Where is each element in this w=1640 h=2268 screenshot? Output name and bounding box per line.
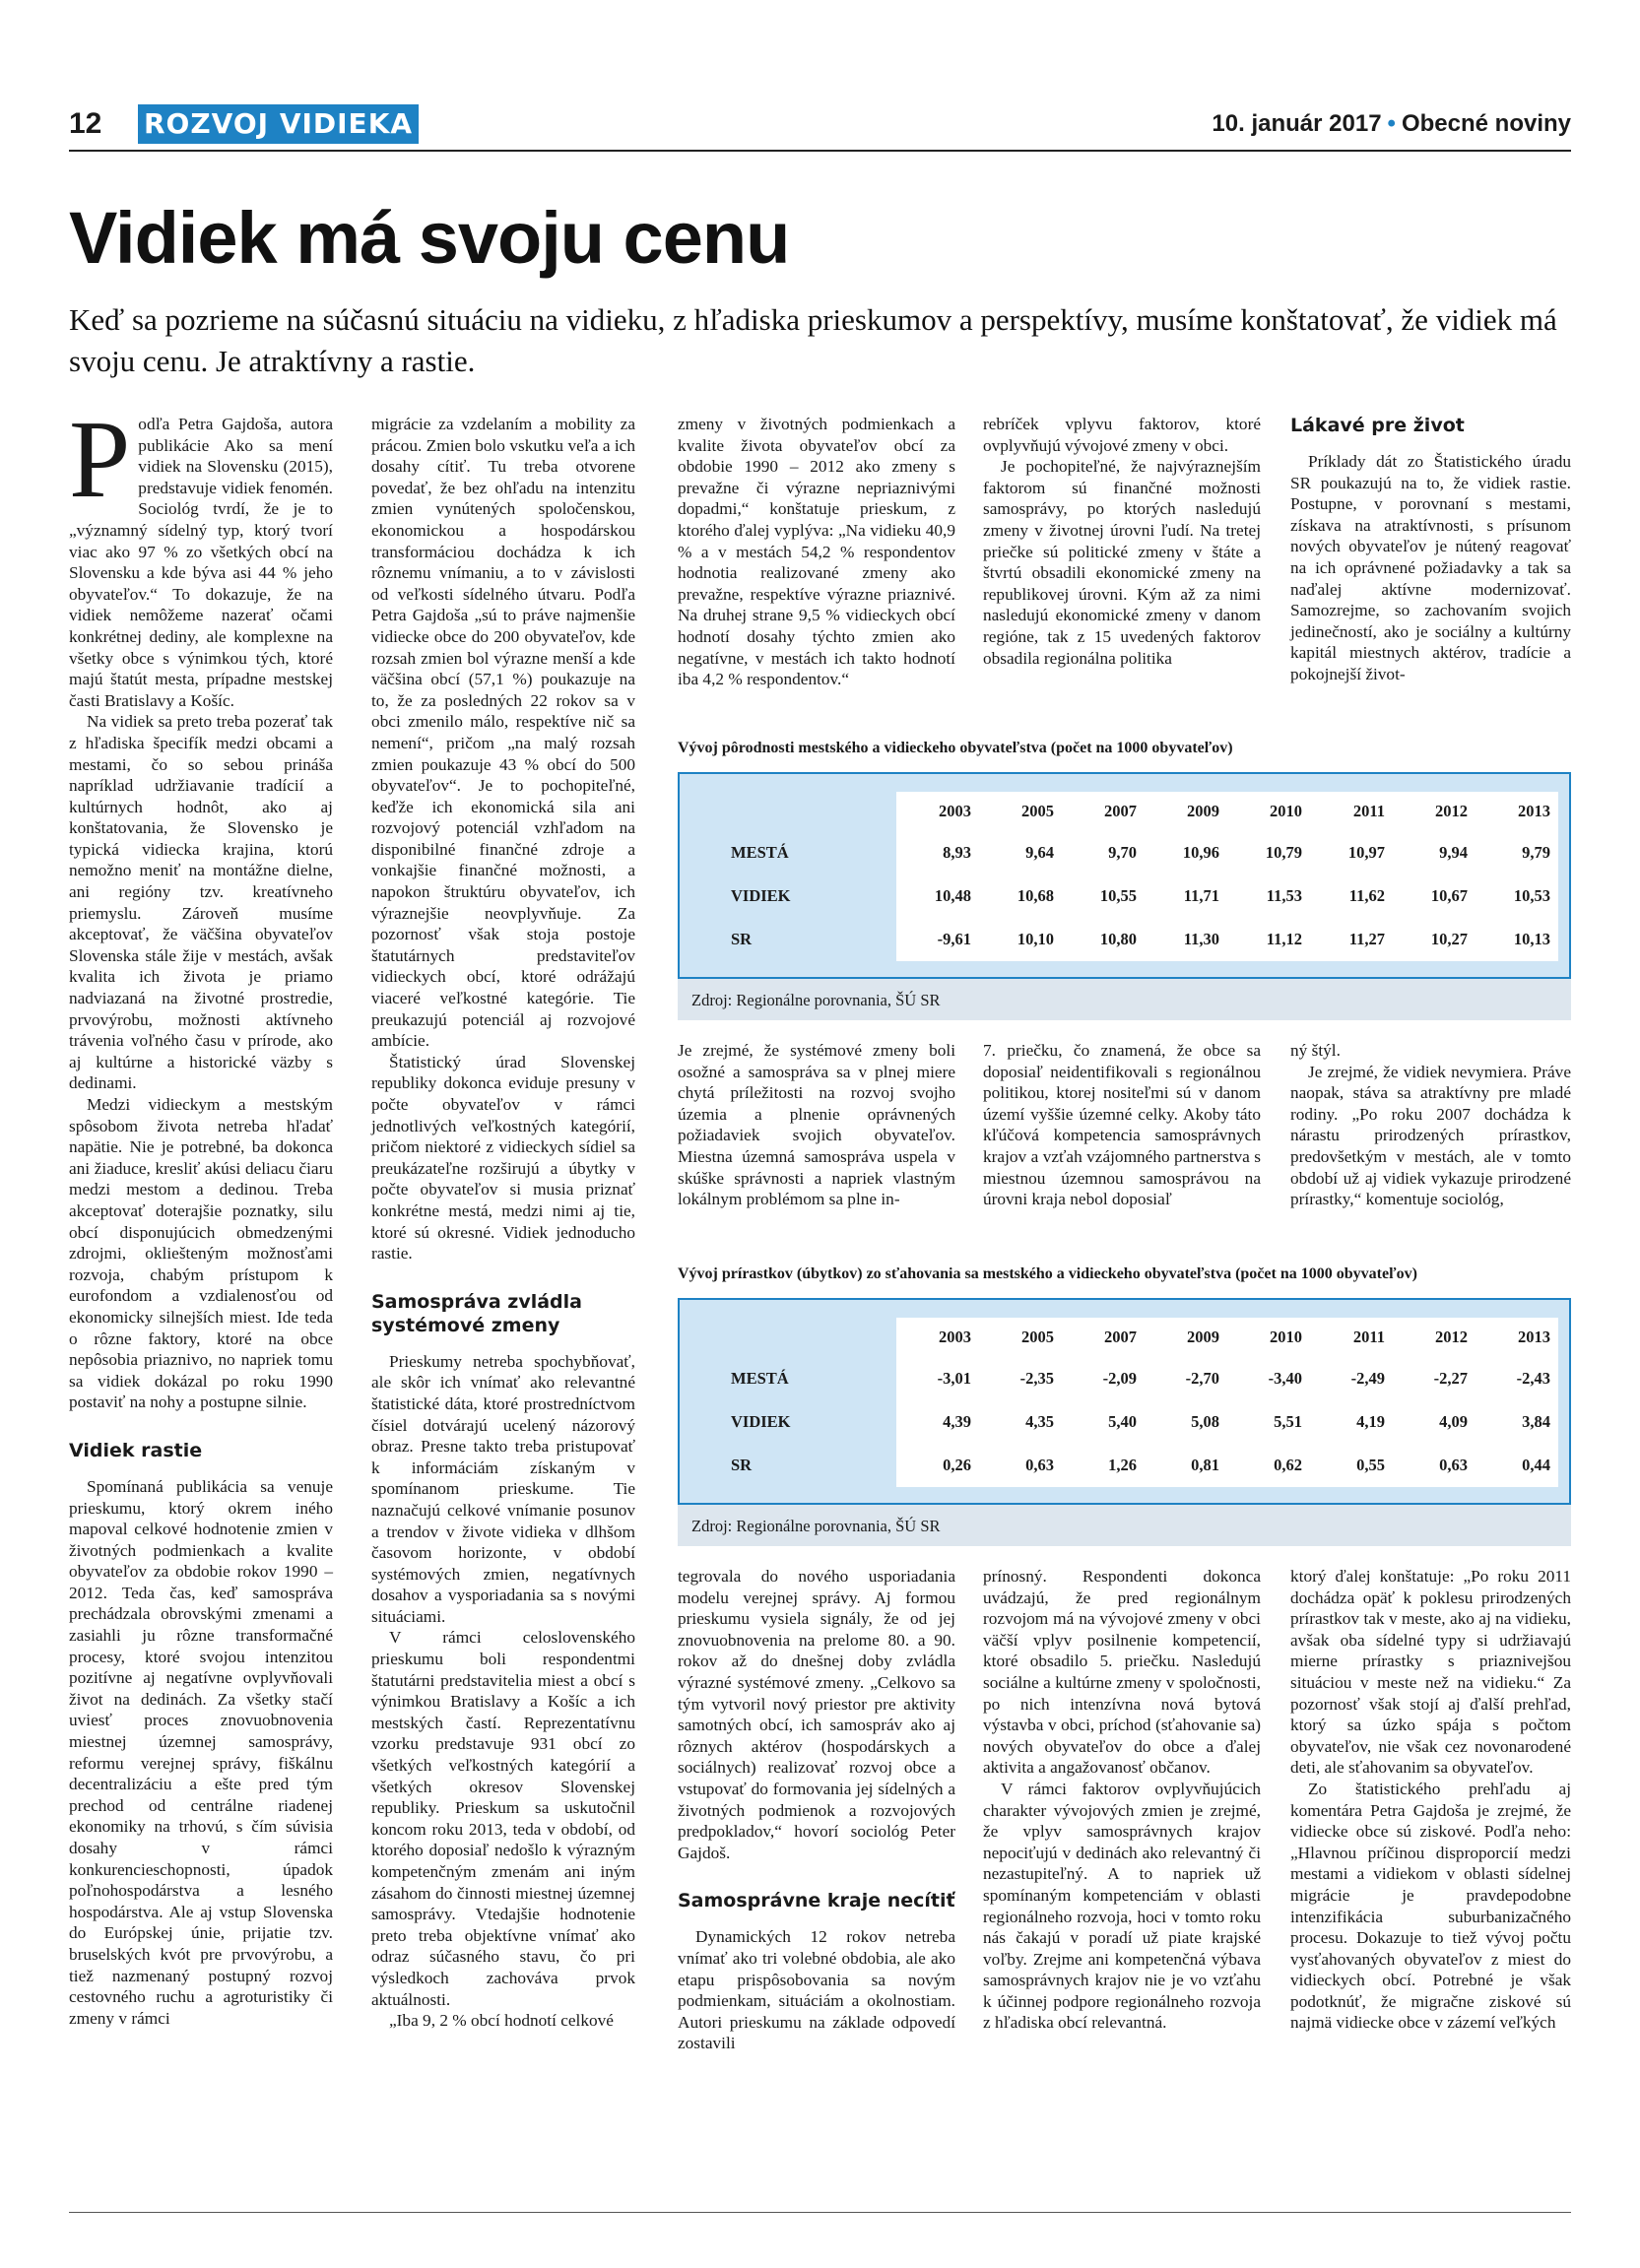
- paragraph: rebríček vplyvu faktorov, ktoré ovplyvňujú vývojové zmeny v obci.: [983, 415, 1261, 455]
- separator-dot: •: [1387, 110, 1396, 137]
- year-header: 2010: [1227, 792, 1310, 831]
- article-title: Vidiek má svoju cenu: [69, 197, 790, 279]
- footer-rule: [69, 2212, 1571, 2213]
- paragraph: Štatistický úrad Slovenskej republiky dokonca eviduje presuny v počte obyvateľov v rámci jednotlivých veľkostných kategórií, pričom niektoré z vidieckych sídiel sa preukázateľne rozširujú a úbytky v počte obyvateľov si musia priznať konkrétne mestá, medzi nimi aj tie, ktoré sú okresné. Vidiek jednoducho rastie.: [371, 1052, 635, 1264]
- table-cell: 9,64: [979, 831, 1062, 875]
- paragraph: Je zrejmé, že vidiek nevymiera. Práve naopak, stáva sa atraktívny pre mladé rodiny. „Po roku 2007 dochádza k nárastu prirodzených prírastkov, predovšetkým v mestách, ale v tomto období už aj vidiek vykazuje prirodzené prírastky,“ komentuje sociológ,: [1290, 1062, 1571, 1209]
- data-table: [691, 792, 1558, 961]
- table-row: [691, 875, 1558, 918]
- drop-cap: P: [69, 399, 131, 521]
- table-cell: 5,51: [1227, 1400, 1310, 1444]
- table-row: [691, 1444, 1558, 1487]
- paragraph-text: odľa Petra Gajdoša, autora publikácie Ako sa mení vidiek na Slovensku (2015), predstavuje vidiek fenomén. Sociológ tvrdí, že je to „významný sídelný typ, ktorý tvorí viac ako 97 % zo všetkých obcí na Slovensku a kde býva asi 44 % jeho obyvateľov.“ To dokazuje, že na vidiek nemôžeme nazerať očami konkrétnej dediny, ale komplexne na všetky obce s výnimkou tých, ktoré majú štatút mesta, prípadne mestskej časti Bratislavy a Košíc.: [69, 415, 333, 710]
- paragraph: Medzi vidieckym a mestským spôsobom života netreba hľadať napätie. Nie je potrebné, ba dokonca ani žiaduce, kresliť akúsi deliacu čiaru medzi mestom a dedinou. Treba akceptovať doterajšie poznatky, silu obcí disponujúcich obmedzenými zdrojmi, okliešteným možnosťami rozvoja, chabým prístupom k eurofondom a vzdialenosťou od ekonomicky silnejších miest. Ide teda o rôzne faktory, ktoré na obce nepôsobia priaznivo, no napriek tomu sa vidiek dokázal po roku 1990 postaviť na nohy a postupne silnie.: [69, 1095, 333, 1412]
- table-cell: -2,43: [1476, 1357, 1558, 1400]
- year-header: 2005: [979, 1318, 1062, 1357]
- paragraph: tegrovala do nového usporiadania modelu verejnej správy. Aj formou prieskumu vysiela signály, že od jej znovuobnovenia na prelome 80. a 90. rokov až do dnešnej doby zvládla výrazné systémové zmeny. „Celkovo sa tým vytvoril nový priestor pre aktivity samotných obcí, ich samospráv ako aj rôznych aktérov (hospodárskych a sociálnych) realizovať rozvoj obce a vstupovať do formovania jej sídelných a životných podmienok a rozvojových predpokladov,“ hovorí sociológ Peter Gajdoš.: [678, 1567, 955, 1862]
- year-header: 2011: [1310, 1318, 1393, 1357]
- table-title: Vývoj prírastkov (úbytkov) zo sťahovania sa mestského a vidieckeho obyvateľstva (počet na 1000 obyvateľov): [678, 1265, 1417, 1282]
- table-cell: 10,53: [1476, 875, 1558, 918]
- row-label: MESTÁ: [731, 1369, 789, 1388]
- paragraph: 7. priečku, čo znamená, že obce sa doposiaľ neidentifikovali s regionálnou politikou, ktorej nositeľmi sú v danom území vyššie územné celky. Akoby táto kľúčová kompetencia samosprávnych krajov a vzťah vzájomného partnerstva s miestnou územnou samosprávou na úrovni kraja nebol doposiaľ: [983, 1041, 1261, 1209]
- table-cell: 3,84: [1476, 1400, 1558, 1444]
- paragraph: Je zrejmé, že systémové zmeny boli osožné a samospráva sa v plnej miere chytá príležitosti na rozvoj svojho územia a plnenie oprávnených požiadaviek svojich obyvateľov. Miestna územná samospráva uspela v skúške správnosti a napriek vlastným lokálnym problémom sa plne in-: [678, 1041, 955, 1209]
- paragraph: Zo štatistického prehľadu aj komentára Petra Gajdoša je zrejmé, že vidiecke obce sú ziskové. Podľa neho: „Hlavnou príčinou disproporcií medzi mestami a vidiekom v oblasti sídelnej migrácie je pravdepodobne intenzifikácia suburbanizačného procesu. Dokazuje to tiež vývoj počtu vysťahovaných obyvateľov z miest do vidieckych obcí. Potrebné je však podotknúť, že migračne ziskové sú najmä vidiecke obce v zázemí veľkých: [1290, 1779, 1571, 2033]
- paragraph: Na vidiek sa preto treba pozerať tak z hľadiska špecifík medzi obcami a mestami, čo so sebou prináša napríklad udržiavanie tradícií a kultúrnych hodnôt, ako aj konštatovania, že Slovensko je typická vidiecka krajina, ktorú nemožno meniť na montážne dielne, ani regióny tzv. kreatívneho priemyslu. Zároveň musíme akceptovať, že väčšina obyvateľov Slovenska stále žije v mestách, avšak kvalita ich života je priamo nadviazaná na životné prostredie, prvovýrobu, možnosti aktívneho trávenia voľného času v prírode, ako aj kultúrne a historické väzby s dedinami.: [69, 712, 333, 1093]
- table-row: [691, 918, 1558, 961]
- subheading: Vidiek rastie: [69, 1439, 203, 1461]
- table-cell: 9,94: [1393, 831, 1476, 875]
- page-header: [69, 104, 1571, 152]
- table-header-row: [691, 1318, 1558, 1357]
- table-cell: -2,35: [979, 1357, 1062, 1400]
- table-cell: 10,10: [979, 918, 1062, 961]
- table-cell: 11,27: [1310, 918, 1393, 961]
- table-cell: -9,61: [896, 918, 979, 961]
- table-cell: 10,48: [896, 875, 979, 918]
- table-migration: [678, 1298, 1571, 1546]
- year-header: 2013: [1476, 792, 1558, 831]
- column-3-mid: [678, 1040, 955, 1210]
- row-label: MESTÁ: [731, 843, 789, 862]
- column-5-mid: [1290, 1040, 1571, 1210]
- table-cell: 4,35: [979, 1400, 1062, 1444]
- table-cell: 10,27: [1393, 918, 1476, 961]
- table-cell: -2,49: [1310, 1357, 1393, 1400]
- table-cell: 0,63: [979, 1444, 1062, 1487]
- table-cell: 11,30: [1145, 918, 1227, 961]
- table-cell: 10,67: [1393, 875, 1476, 918]
- data-table: [691, 1318, 1558, 1487]
- row-label: SR: [731, 930, 753, 948]
- column-3-bottom: [678, 1566, 955, 2054]
- table-title: Vývoj pôrodnosti mestského a vidieckeho obyvateľstva (počet na 1000 obyvateľov): [678, 740, 1233, 756]
- paragraph: V rámci celoslovenského prieskumu boli respondentmi štatutárni predstavitelia miest a obcí s výnimkou Bratislavy a Košíc a ich mestských častí. Reprezentatívnu vzorku predstavuje 931 obcí zo všetkých veľkostných kategórií a všetkých okresov Slovenskej republiky. Prieskum sa uskutočnil koncom roku 2013, teda v období, od ktorého doposiaľ nedošlo k výrazným kompetenčným zmenám ani iným zásahom do činnosti miestnej územnej samosprávy. Vtedajšie hodnotenie preto treba objektívne vnímať ako odraz súčasného stavu, čo pri výsledkoch zachováva prvok aktuálnosti.: [371, 1628, 635, 2009]
- subheading: Samospráva zvládla systémové zmeny: [371, 1290, 582, 1336]
- year-header: 2011: [1310, 792, 1393, 831]
- column-4-mid: [983, 1040, 1261, 1210]
- year-header: 2003: [896, 792, 979, 831]
- section-label: ROZVOJ VIDIEKA: [138, 104, 419, 144]
- table-cell: 10,96: [1145, 831, 1227, 875]
- year-header: 2010: [1227, 1318, 1310, 1357]
- column-3-top: [678, 414, 955, 690]
- paragraph: zmeny v životných podmienkach a kvalite života obyvateľov obcí za obdobie 1990 – 2012 ako zmeny s prevažne či výrazne nepriaznivými dopadmi,“ konštatuje prieskum, z ktorého ďalej vyplýva: „Na vidieku 40,9 % a v mestách 54,2 % respondentov hodnotia realizované zmeny ako prevažne, respektíve výrazne priaznivé. Na druhej strane 9,5 % vidieckych obcí hodnotí dosahy týchto zmien ako negatívne, v mestách ich takto hodnotí iba 4,2 % respondentov.“: [678, 415, 955, 689]
- table-cell: -2,09: [1062, 1357, 1145, 1400]
- table-cell: 0,26: [896, 1444, 979, 1487]
- subheading: Samosprávne kraje necítiť: [678, 1890, 955, 1912]
- table-row: [691, 1400, 1558, 1444]
- paragraph: migrácie za vzdelaním a mobility za prácou. Zmien bolo vskutku veľa a ich dosahy cítiť. Tu treba otvorene povedať, že bez ohľadu na intenzitu zmien vynútených spoločenskou, ekonomickou a hospodárskou transformáciou dochádza k ich rôznemu vnímaniu, a to v závislosti od veľkosti sídelného útvaru. Podľa Petra Gajdoša „sú to práve najmenšie vidiecke obce do 200 obyvateľov, kde rozsah zmien bol výrazne menší a kde väčšina obcí (57,1 %) poukazuje na to, že za posledných 22 rokov sa v obci zmenilo málo, respektíve nič sa nemení“, pričom „na malý rozsah zmien poukazuje 43 % obcí do 500 obyvateľov“. Je to pochopiteľné, keďže ich ekonomická sila ani rozvojový potenciál vzhľadom na disponibilné finančné zdroje a vonkajšie finančné možnosti, a napokon štruktúru obyvateľov, ich výraznejšie neovplyvňuje. Za pozornosť však stoja postoje štatutárnych predstaviteľov vidieckych obcí, ktoré odrážajú viaceré veľkostné kategórie. Tie preukazujú potenciál aj rozvojové ambície.: [371, 415, 635, 1051]
- table-cell: 10,68: [979, 875, 1062, 918]
- year-header: 2005: [979, 792, 1062, 831]
- table-cell: 8,93: [896, 831, 979, 875]
- table-cell: -2,27: [1393, 1357, 1476, 1400]
- paragraph: Dynamických 12 rokov netreba vnímať ako tri volebné obdobia, ale ako etapu prispôsobovania sa novým podmienkam, situáciám a okolnostiam. Autori prieskumu na základe odpovedí zostavili: [678, 1927, 955, 2053]
- table-cell: 5,40: [1062, 1400, 1145, 1444]
- page-number: 12: [69, 107, 102, 140]
- table-cell: -2,70: [1145, 1357, 1227, 1400]
- table-cell: 10,13: [1476, 918, 1558, 961]
- row-label: VIDIEK: [731, 886, 791, 905]
- table-cell: 10,97: [1310, 831, 1393, 875]
- column-2: [371, 414, 635, 2032]
- year-header: 2013: [1476, 1318, 1558, 1357]
- table-cell: -3,40: [1227, 1357, 1310, 1400]
- paragraph: V rámci faktorov ovplyvňujúcich charakter vývojových zmien je zrejmé, že vplyv samosprávnych krajov nepociťujú v dedinách ako relevantný či nezastupiteľný. A to napriek už spomínaným kompetenciám v oblasti regionálneho rozvoja, hoci v tomto roku nás čakajú v poradí už piate krajské voľby. Zrejme ani kompetenčná výbava samosprávnych krajov nie je vo vzťahu k účinnej podpore regionálneho rozvoja z hľadiska obcí relevantná.: [983, 1779, 1261, 2033]
- article-lede: Keď sa pozrieme na súčasnú situáciu na vidieku, z hľadiska prieskumov a perspektívy, musíme konštatovať, že vidiek má svoju cenu. Je atraktívny a rastie.: [69, 302, 1557, 378]
- table-header-row: [691, 792, 1558, 831]
- paragraph: [69, 399, 333, 711]
- year-header: 2007: [1062, 792, 1145, 831]
- table-cell: 11,12: [1227, 918, 1310, 961]
- paragraph: ný štýl.: [1290, 1041, 1341, 1060]
- column-5-top: [1290, 414, 1571, 685]
- table-cell: 0,55: [1310, 1444, 1393, 1487]
- table-cell: 10,55: [1062, 875, 1145, 918]
- year-header: 2007: [1062, 1318, 1145, 1357]
- table-cell: 4,19: [1310, 1400, 1393, 1444]
- paragraph: Je pochopiteľné, že najvýraznejším faktorom sú finančné možnosti samosprávy, po ktorých nasledujú zmeny v životnej úrovni ľudí. Na tretej priečke sú politické zmeny v štáte a štvrtú obsadili ekonomické zmeny na republikovej úrovni. Kým až za nimi nasledujú ekonomické zmeny v danom regióne, tak z 15 uvedených faktorov obsadila regionálna politika: [983, 457, 1261, 668]
- row-label: VIDIEK: [731, 1412, 791, 1431]
- table-cell: -3,01: [896, 1357, 979, 1400]
- paragraph: ktorý ďalej konštatuje: „Po roku 2011 dochádza opäť k poklesu prirodzených prírastkov tak v meste, ako aj na vidieku, avšak oba sídelné typy si udržiavajú mierne prírastky s priaznivejšou situáciou v meste než na vidieku.“ Za pozornosť však stojí aj ďalší prehľad, ktorý sa úzko spája s počtom obyvateľov, nie však cez novonarodené deti, ale sťahovanim sa obyvateľov.: [1290, 1567, 1571, 1778]
- table-cell: 4,09: [1393, 1400, 1476, 1444]
- table-row: [691, 1357, 1558, 1400]
- table-cell: 11,62: [1310, 875, 1393, 918]
- paragraph: Spomínaná publikácia sa venuje prieskumu, ktorý okrem iného mapoval celkové hodnotenie zmien v životných podmienkach a kvalite obyvateľov za obdobie rokov 1990 – 2012. Teda čas, keď samospráva prechádzala obrovskými zmenami a zasiahli ju rôzne transformačné procesy, ktoré svojou intenzitou pozitívne aj negatívne ovplyvňovali život na dedinách. Za všetky stačí uviesť proces znovuobnovenia miestnej územnej samosprávy, reformu verejnej správy, fiškálnu decentralizáciu a ešte pred tým prechod od centrálne riadenej ekonomiky na trhovú, s čím súvisia dosahy v rámci konkurencieschopnosti, úpadok poľnohospodárstva a lesného hospodárstva. Ale aj vstup Slovenska do Európskej únie, prijatie tzv. bruselských kvót pre prvovýrobu, a tiež nazmenaný postupný rozvoj cestovného ruchu a agroturistiky či zmeny v rámci: [69, 1476, 333, 2028]
- table-cell: 0,62: [1227, 1444, 1310, 1487]
- table-birth-rate: [678, 772, 1571, 1020]
- year-header: 2012: [1393, 1318, 1476, 1357]
- table-source: Zdroj: Regionálne porovnania, ŠÚ SR: [691, 1517, 941, 1535]
- year-header: 2009: [1145, 792, 1227, 831]
- table-cell: 0,81: [1145, 1444, 1227, 1487]
- paragraph: Prieskumy netreba spochybňovať, ale skôr ich vnímať ako relevantné štatistické dáta, ktoré prostredníctvom čísiel dotvárajú ucelený názorový obraz. Presne takto treba pristupovať k informáciám získaným v spomínanom prieskume. Tie naznačujú celkové vnímanie posunov a trendov v živote vidieka v dlhšom časovom horizonte, v období systémových zmien, negatívnych dosahov a vysporiadania sa s novými situáciami.: [371, 1351, 635, 1626]
- row-label: SR: [731, 1456, 753, 1474]
- year-header: 2009: [1145, 1318, 1227, 1357]
- table-row: [691, 831, 1558, 875]
- column-5-bottom: [1290, 1566, 1571, 2034]
- year-header: 2003: [896, 1318, 979, 1357]
- table-cell: 9,70: [1062, 831, 1145, 875]
- table-cell: 11,71: [1145, 875, 1227, 918]
- subheading: Lákavé pre život: [1290, 415, 1465, 436]
- column-4-bottom: [983, 1566, 1261, 2034]
- year-header: 2012: [1393, 792, 1476, 831]
- column-1: [69, 399, 333, 2029]
- table-cell: 4,39: [896, 1400, 979, 1444]
- table-cell: 10,80: [1062, 918, 1145, 961]
- table-cell: 10,79: [1227, 831, 1310, 875]
- table-cell: 11,53: [1227, 875, 1310, 918]
- paragraph: Príklady dát zo Štatistického úradu SR poukazujú na to, že vidiek rastie. Postupne, v porovnaní s mestami, získava na atraktívnosti, s prísunom nových obyvateľov je nútený reagovať na ich oprávnené požiadavky a tak sa naďalej aktívne modernizovať. Samozrejme, so zachovaním svojich jedinečností, ako je sociálny a kultúrny kapitál miestnych aktérov, tradície a pokojnejší život-: [1290, 452, 1571, 683]
- table-cell: 0,44: [1476, 1444, 1558, 1487]
- table-source: Zdroj: Regionálne porovnania, ŠÚ SR: [691, 991, 941, 1009]
- publication-name: Obecné noviny: [1401, 110, 1571, 137]
- table-cell: 0,63: [1393, 1444, 1476, 1487]
- column-4-top: [983, 414, 1261, 669]
- paragraph: prínosný. Respondenti dokonca uvádzajú, že pred regionálnym rozvojom má na vývojové zmeny v obci väčší vplyv posilnenie kompetencií, ktoré obsadilo 5. priečku. Nasledujú sociálne a kultúrne zmeny v spoločnosti, po nich intenzívna nová bytová výstavba v obci, príchod (sťahovanie sa) nových obyvateľov do obce a ďalej aktivita a angažovanosť občanov.: [983, 1567, 1261, 1778]
- issue-date: 10. január 2017: [1212, 110, 1382, 137]
- table-cell: 5,08: [1145, 1400, 1227, 1444]
- paragraph: „Iba 9, 2 % obcí hodnotí celkové: [389, 2011, 614, 2031]
- table-cell: 9,79: [1476, 831, 1558, 875]
- table-cell: 1,26: [1062, 1444, 1145, 1487]
- issue-info: [1212, 104, 1571, 144]
